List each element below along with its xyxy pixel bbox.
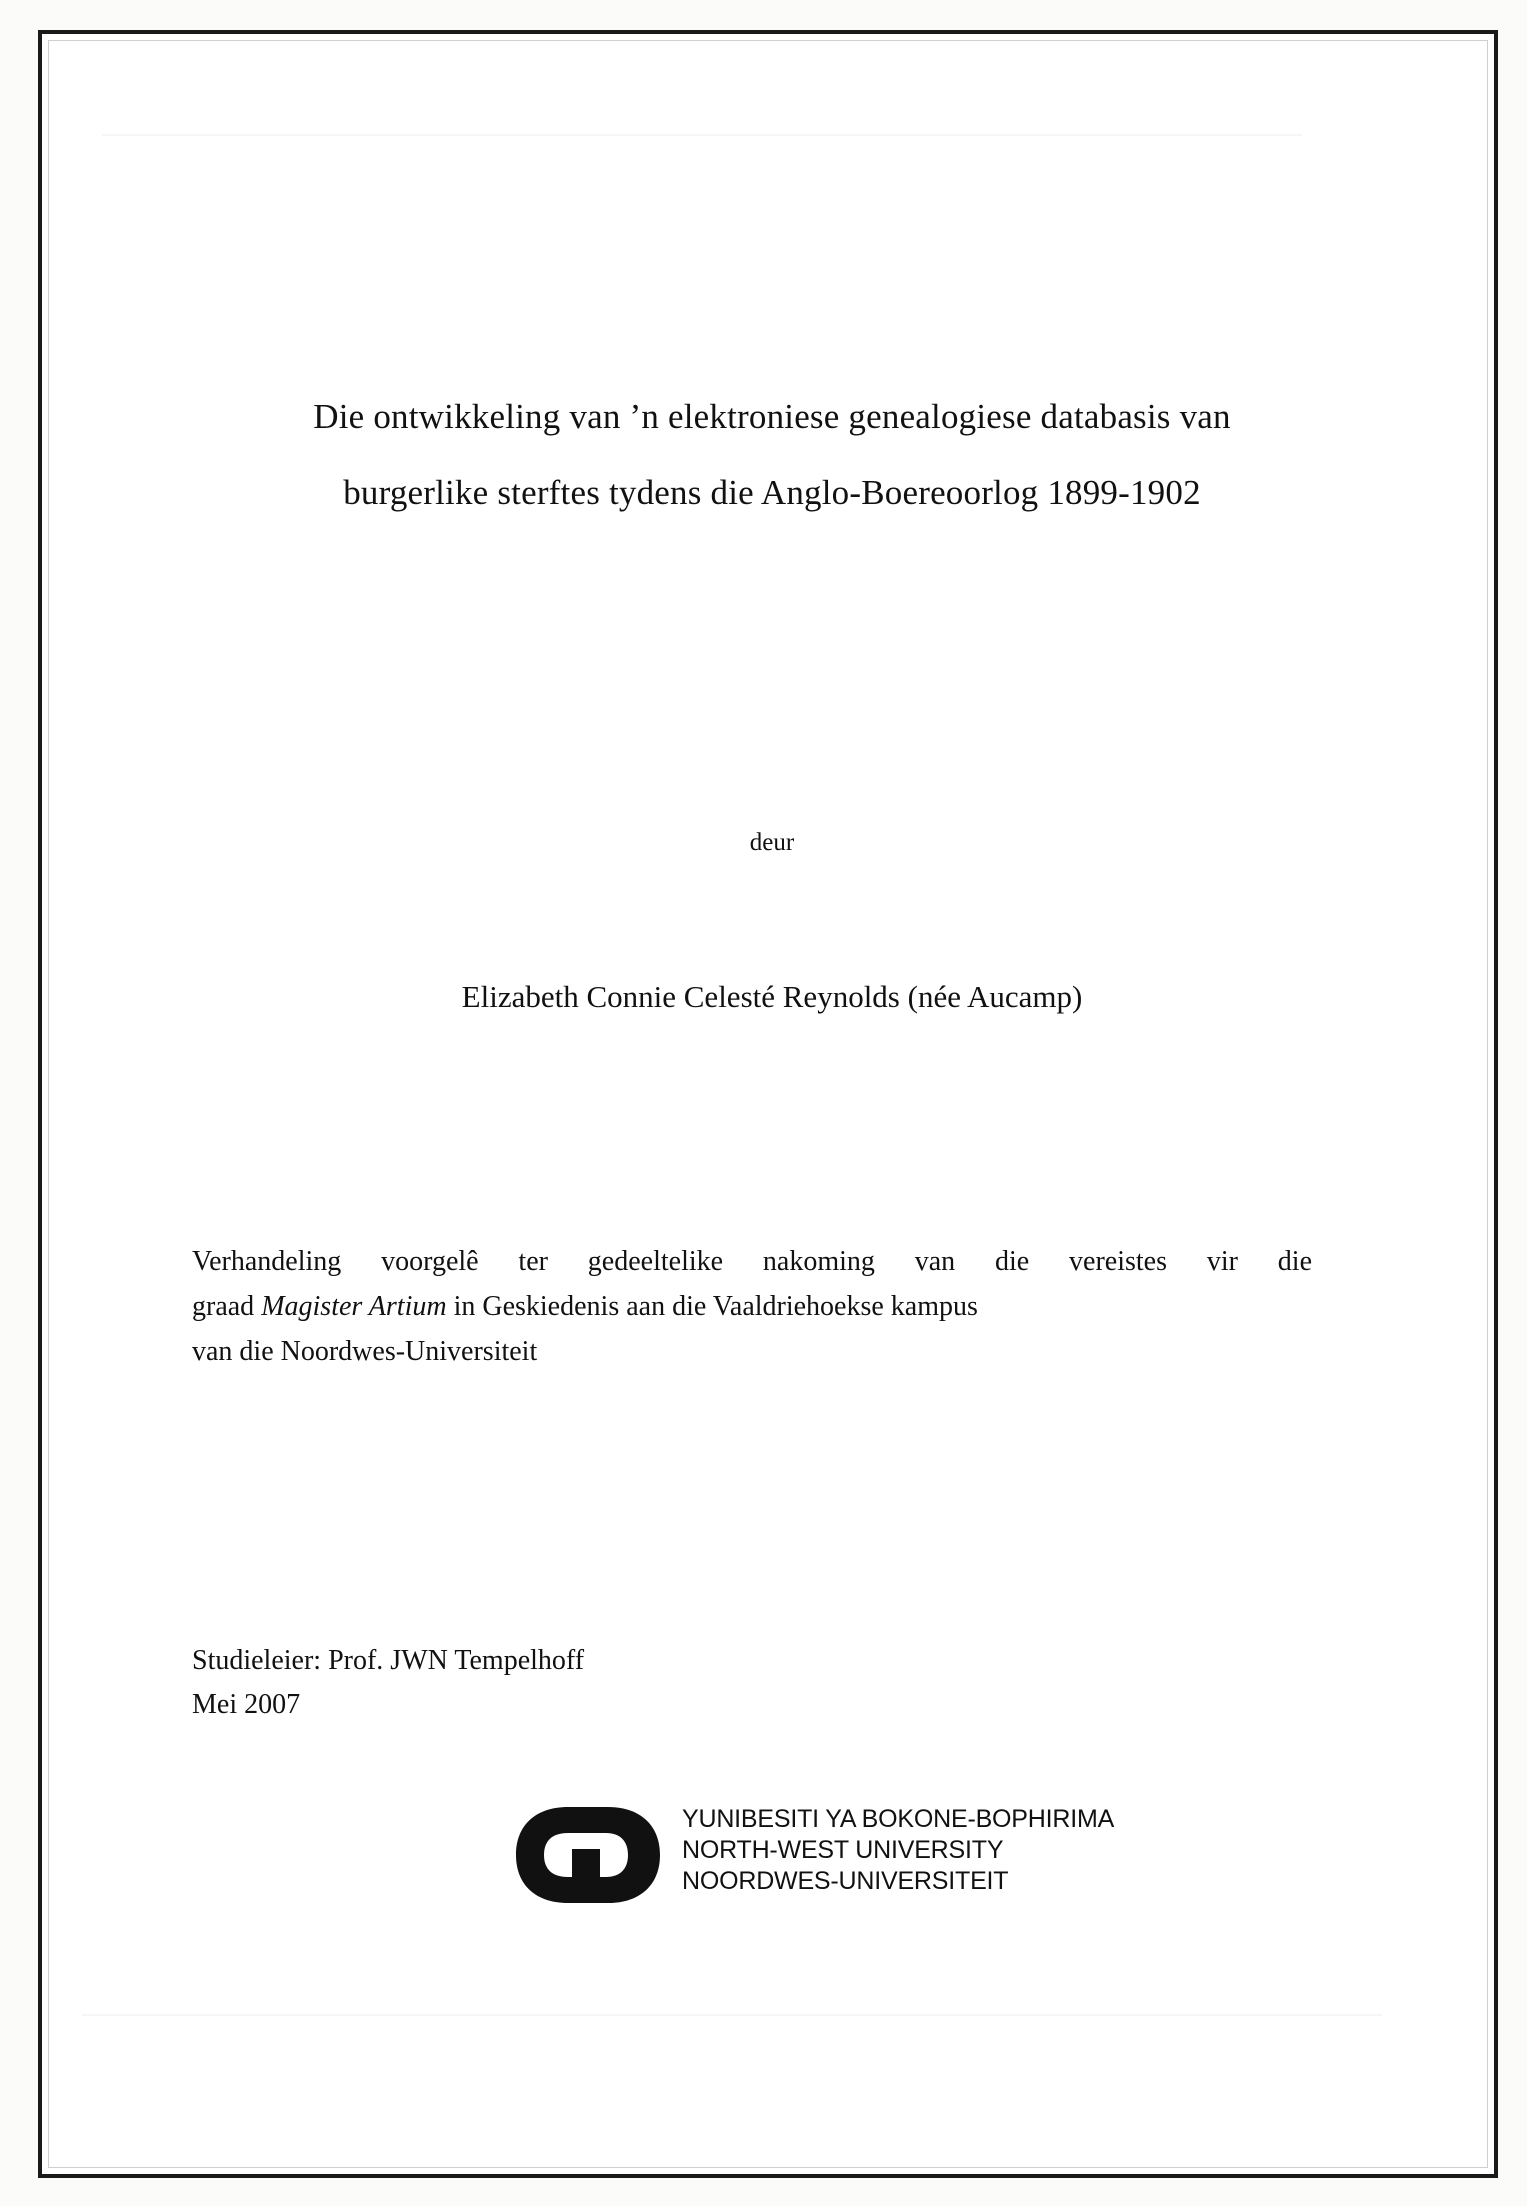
university-logo-text bbox=[682, 1804, 1114, 1897]
thesis-title bbox=[192, 379, 1352, 531]
degree-statement-line-1: Verhandeling voorgelê ter gedeeltelike nakoming van die vereistes vir die bbox=[192, 1246, 1312, 1277]
author-name: Elizabeth Connie Celesté Reynolds (née Aucamp) bbox=[461, 979, 1083, 1014]
supervisor-block bbox=[192, 1639, 1312, 1727]
title-page-content bbox=[192, 34, 1352, 2174]
logo-text-line-1: YUNIBESITI YA BOKONE-BOPHIRIMA bbox=[682, 1805, 1115, 1833]
degree-name-italic: Magister Artium bbox=[261, 1291, 447, 1322]
university-logo-block bbox=[510, 1799, 1210, 1919]
degree-statement-line-3: van die Noordwes-Universiteit bbox=[192, 1336, 538, 1367]
by-label: deur bbox=[749, 829, 795, 856]
degree-statement-line-2 bbox=[192, 1284, 1312, 1329]
degree-statement bbox=[192, 1239, 1312, 1374]
degree-statement-line-2-pre: graad bbox=[192, 1291, 262, 1322]
title-line-2: burgerlike sterftes tydens die Anglo-Boereoorlog 1899-1902 bbox=[343, 473, 1201, 512]
logo-text-line-3: NOORDWES-UNIVERSITEIT bbox=[682, 1867, 1009, 1895]
supervisor-line: Studieleier: Prof. JWN Tempelhoff bbox=[192, 1645, 585, 1676]
degree-statement-line-2-post: in Geskiedenis aan die Vaaldriehoekse kampus bbox=[446, 1291, 978, 1322]
north-west-university-logo-icon bbox=[510, 1803, 670, 1907]
date-line: Mei 2007 bbox=[192, 1689, 301, 1720]
title-line-1: Die ontwikkeling van ’n elektroniese genealogiese databasis van bbox=[313, 397, 1231, 436]
page-border-frame bbox=[38, 30, 1498, 2178]
logo-text-line-2: NORTH-WEST UNIVERSITY bbox=[682, 1836, 1004, 1864]
